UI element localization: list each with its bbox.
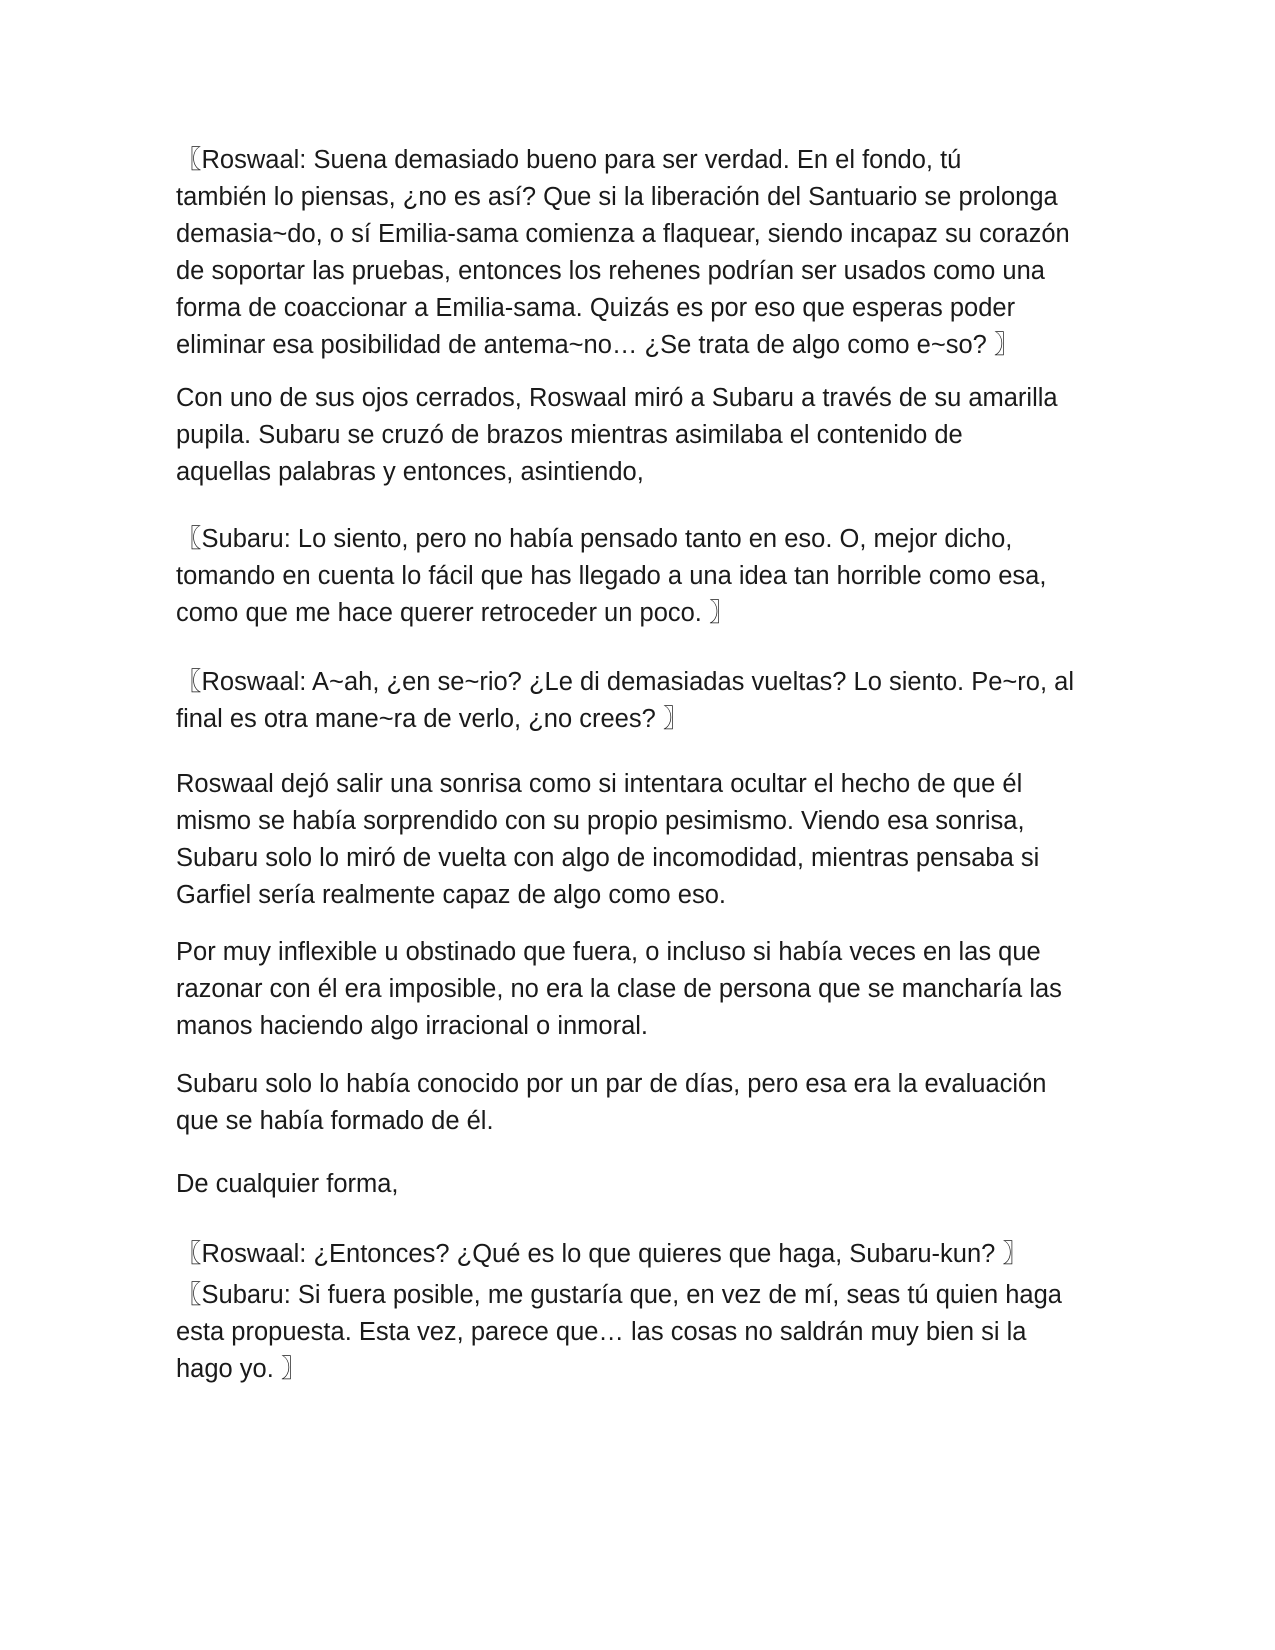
narration-paragraph-1: Con uno de sus ojos cerrados, Roswaal miró a Subaru a través de su amarilla pupila. Subaru se cruzó de brazos mientras asimilaba el contenido de aquellas palabras y entonces, asintiendo,	[176, 384, 1058, 486]
narration-paragraph-3: Por muy inflexible u obstinado que fuera, o incluso si había veces en las que razonar con él era imposible, no era la clase de persona que se mancharía las manos haciendo algo irracional o inmoral.	[176, 938, 1062, 1040]
dialogue-roswaal-1: 〖Roswaal: Suena demasiado bueno para ser verdad. En el fondo, tú también lo piensas, ¿no es así? Que si la liberación del Santuario se prolonga demasia~do, o sí Emilia-sama comienza a flaquear, siendo incapaz su corazón de soportar las pruebas, entonces los rehenes podrían ser usados como una forma de coaccionar a Emilia-sama. Quizás es por eso que esperas poder eliminar esa posibilidad de antema~no… ¿Se trata de algo como e~so? 〗	[176, 146, 1070, 359]
dialogue-roswaal-2: 〖Roswaal: A~ah, ¿en se~rio? ¿Le di demasiadas vueltas? Lo siento. Pe~ro, al final es otra mane~ra de verlo, ¿no crees? 〗	[176, 668, 1074, 733]
dialogue-subaru-2: 〖Subaru: Si fuera posible, me gustaría que, en vez de mí, seas tú quien haga esta propuesta. Esta vez, parece que… las cosas no saldrán muy bien si la hago yo. 〗	[176, 1281, 1062, 1383]
narration-paragraph-2: Roswaal dejó salir una sonrisa como si intentara ocultar el hecho de que él mismo se había sorprendido con su propio pesimismo. Viendo esa sonrisa, Subaru solo lo miró de vuelta con algo de incomodidad, mientras pensaba si Garfiel sería realmente capaz de algo como eso.	[176, 770, 1040, 909]
dialogue-roswaal-3: 〖Roswaal: ¿Entonces? ¿Qué es lo que quieres que haga, Subaru-kun? 〗	[176, 1240, 1028, 1268]
narration-paragraph-4: Subaru solo lo había conocido por un par de días, pero esa era la evaluación que se había formado de él.	[176, 1070, 1047, 1135]
dialogue-subaru-1: 〖Subaru: Lo siento, pero no había pensado tanto en eso. O, mejor dicho, tomando en cuenta lo fácil que has llegado a una idea tan horrible como esa, como que me hace querer retroceder un poco. 〗	[176, 525, 1047, 627]
narration-paragraph-5: De cualquier forma,	[176, 1170, 399, 1198]
